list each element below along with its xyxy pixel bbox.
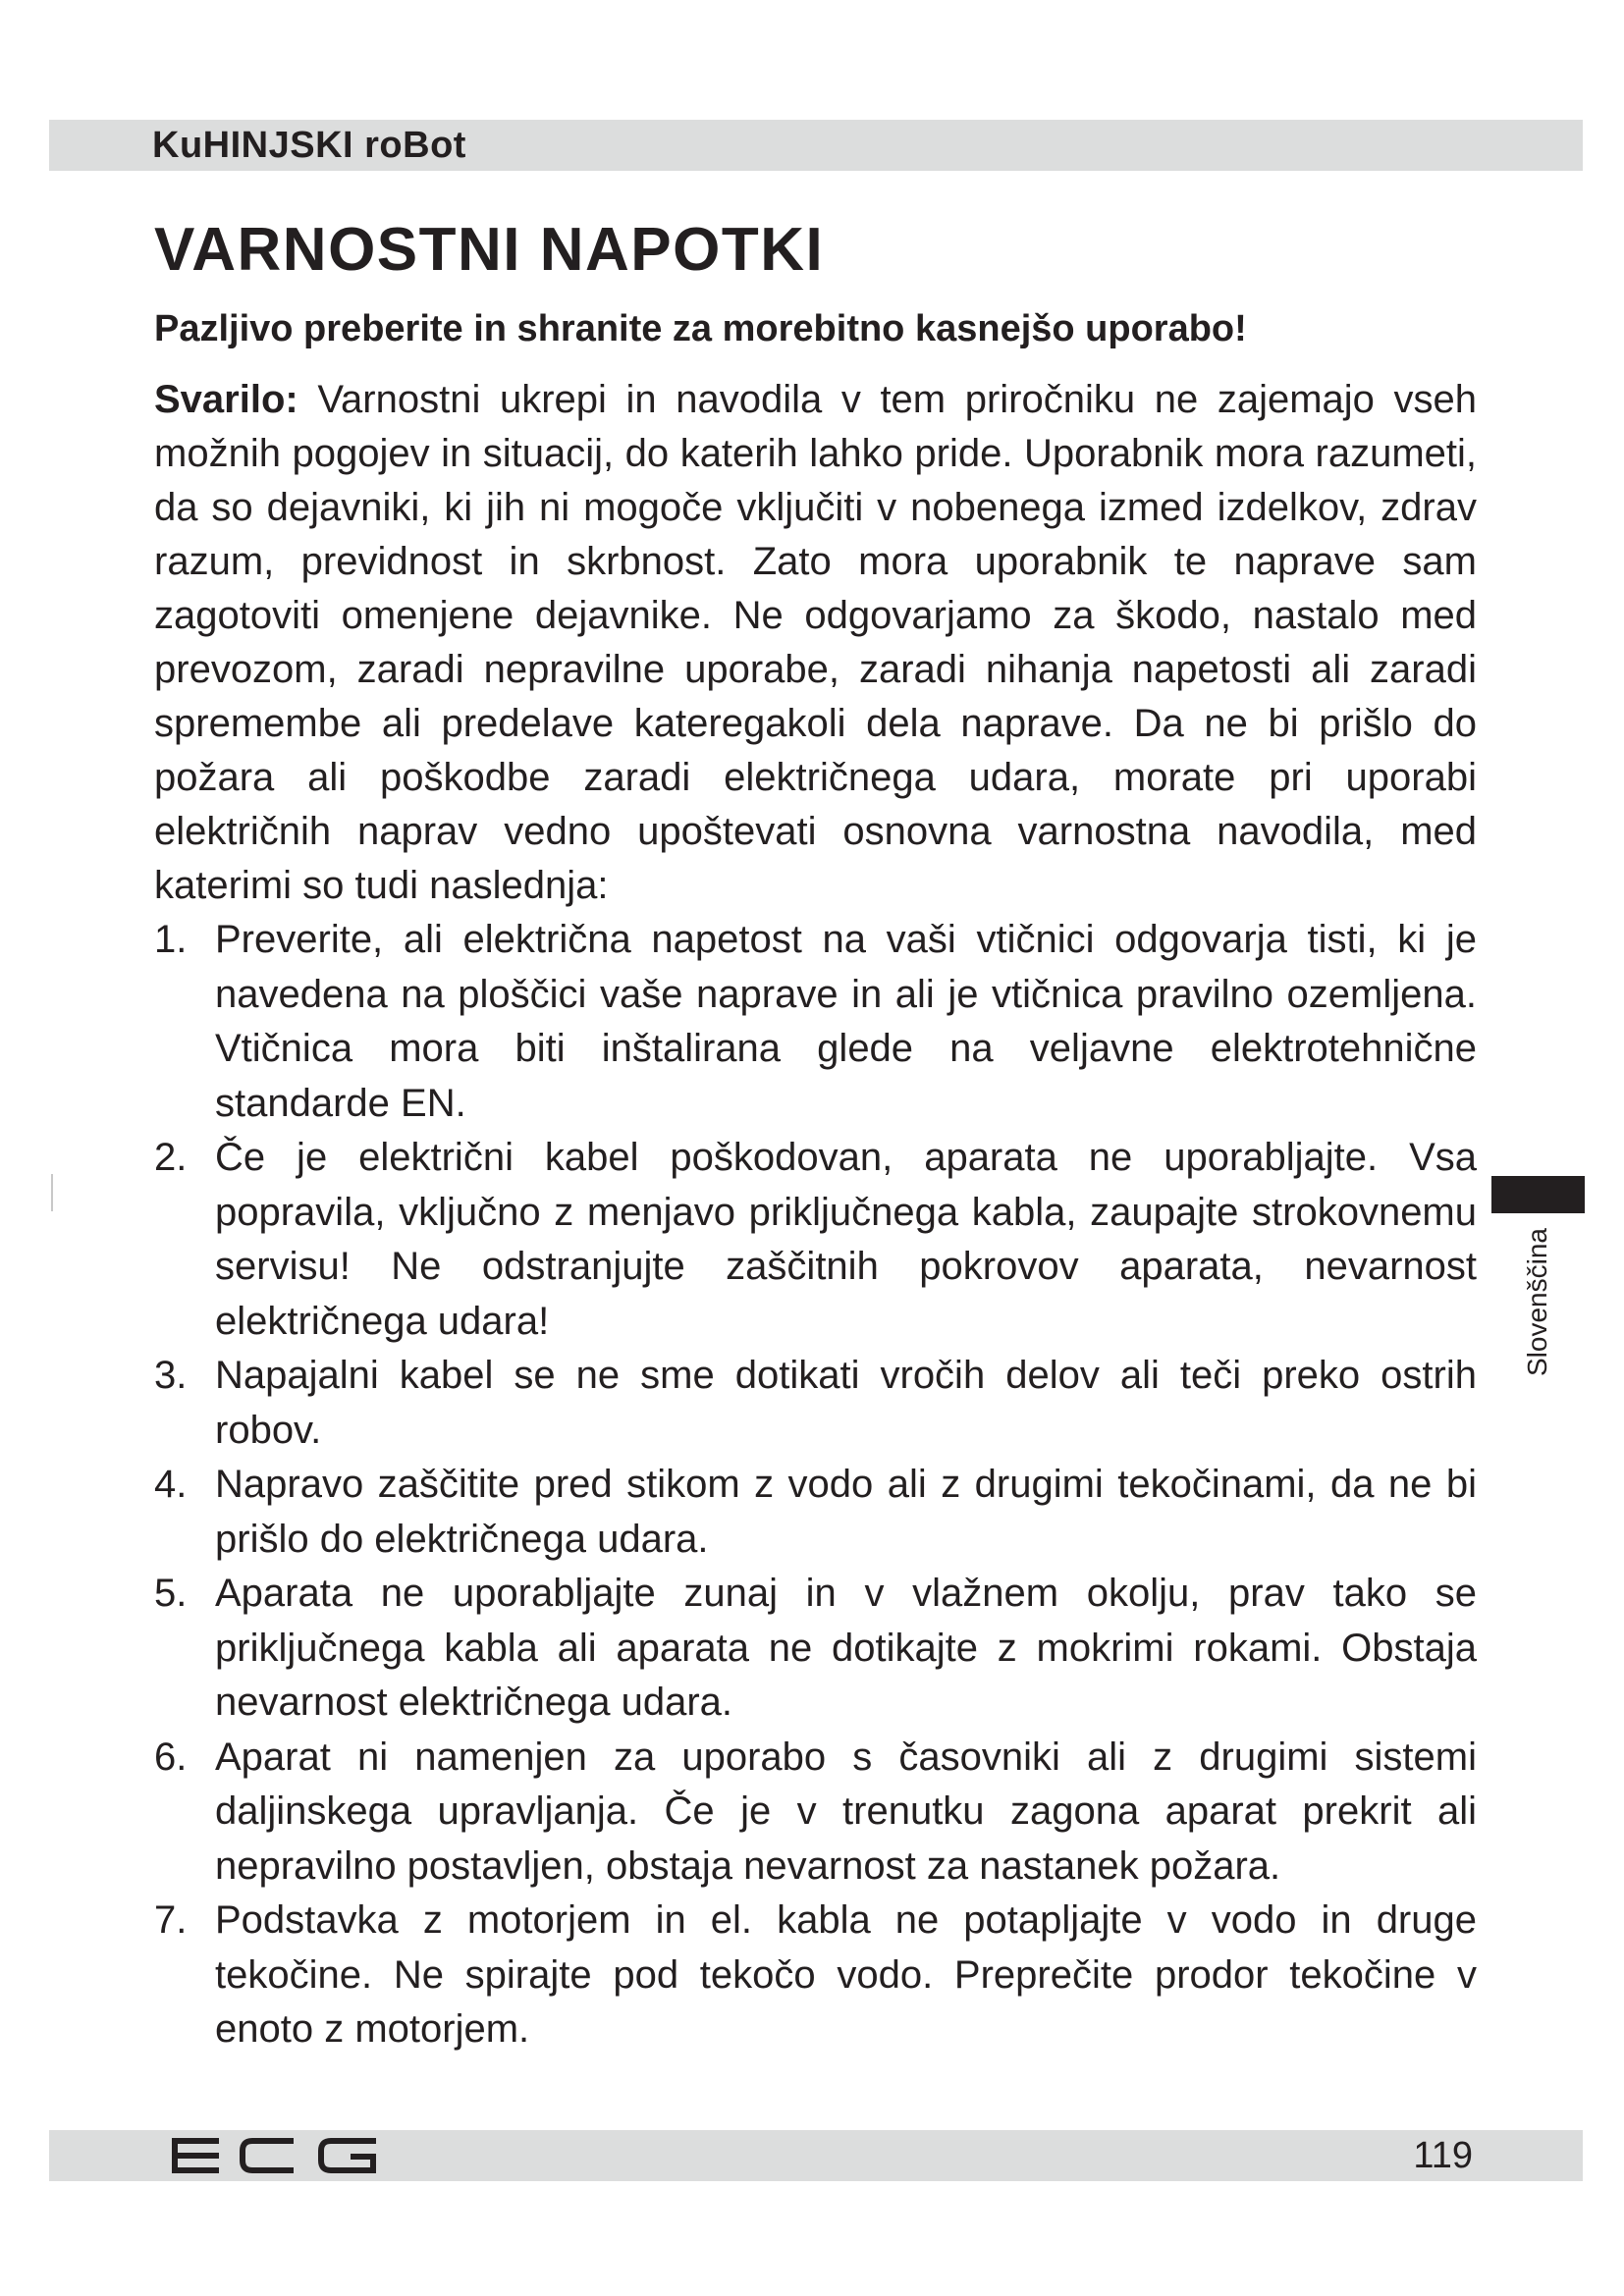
page-number: 119 [1413, 2135, 1473, 2176]
list-item [154, 1894, 1477, 2057]
ecg-logo [172, 2136, 378, 2175]
list-item-number: 3. [154, 1354, 188, 1397]
header-bar [49, 120, 1583, 171]
subtitle: Pazljivo preberite in shranite za morebitno kasnejšo uporabo! [154, 308, 1247, 349]
list-item-number: 6. [154, 1735, 188, 1779]
language-tab [1491, 1176, 1585, 1213]
list-item-text: Preverite, ali električna napetost na vaši vtičnici odgovarja tisti, ki je navedena na ploščici vaše naprave in ali je vtičnica pravilno ozemljena. Vtičnica mora biti inštalirana glede na veljavne elektrotehnične standarde EN. [215, 918, 1477, 1125]
language-label: Slovenščina [1522, 1228, 1552, 1376]
list-item-text: Napajalni kabel se ne sme dotikati vročih delov ali teči preko ostrih robov. [215, 1354, 1477, 1452]
list-item-number: 5. [154, 1572, 188, 1615]
warning-text: Varnostni ukrepi in navodila v tem priročniku ne zajemajo vseh možnih pogojev in situacij, do katerih lahko pride. Uporabnik mora razumeti, da so dejavniki, ki jih ni mogoče vključiti v nobenega izmed izdelkov, zdrav razum, previdnost in skrbnost. Zato mora uporabnik te naprave sam zagotoviti omenjene dejavnike. Ne odgovarjamo za škodo, nastalo med prevozom, zaradi nepravilne uporabe, zaradi nihanja napetosti ali zaradi spremembe ali predelave kateregakoli dela naprave. Da ne bi prišlo do požara ali poškodbe zaradi električnega udara, morate pri uporabi električnih naprav vedno upoštevati osnovna varnostna navodila, med katerimi so tudi naslednja: [154, 378, 1477, 907]
list-item [154, 1731, 1477, 1895]
header-title: KuHINJSKI roBot [152, 125, 466, 166]
list-item [154, 1458, 1477, 1567]
list-item [154, 913, 1477, 1131]
list-item-number: 7. [154, 1898, 188, 1942]
list-item-text: Podstavka z motorjem in el. kabla ne potapljajte v vodo in druge tekočine. Ne spirajte pod tekočo vodo. Preprečite prodor tekočine v enoto z motorjem. [215, 1898, 1477, 2051]
page-title: VARNOSTNI NAPOTKI [154, 216, 825, 284]
list-item-number: 2. [154, 1136, 188, 1179]
language-label-wrapper [1518, 1229, 1557, 1376]
footer-bar [49, 2130, 1583, 2181]
warning-label: Svarilo: [154, 378, 298, 421]
list-item-text: Če je električni kabel poškodovan, aparata ne uporabljajte. Vsa popravila, vključno z menjavo priključnega kabla, zaupajte strokovnemu servisu! Ne odstranjujte zaščitnih pokrovov aparata, nevarnost električnega udara! [215, 1136, 1477, 1343]
safety-list [154, 913, 1477, 2057]
list-item-number: 1. [154, 918, 188, 961]
list-item-number: 4. [154, 1463, 188, 1506]
list-item-text: Napravo zaščitite pred stikom z vodo ali z drugimi tekočinami, da ne bi prišlo do električnega udara. [215, 1463, 1477, 1561]
list-item [154, 1349, 1477, 1458]
list-item [154, 1131, 1477, 1349]
content [154, 206, 1477, 2057]
list-item [154, 1567, 1477, 1731]
margin-mark [51, 1174, 53, 1211]
warning-paragraph [154, 373, 1477, 913]
list-item-text: Aparat ni namenjen za uporabo s časovniki ali z drugimi sistemi daljinskega upravljanja. Če je v trenutku zagona aparat prekrit ali nepravilno postavljen, obstaja nevarnost za nastanek požara. [215, 1735, 1477, 1888]
list-item-text: Aparata ne uporabljajte zunaj in v vlažnem okolju, prav tako se priključnega kabla ali aparata ne dotikajte z mokrimi rokami. Obstaja nevarnost električnega udara. [215, 1572, 1477, 1724]
